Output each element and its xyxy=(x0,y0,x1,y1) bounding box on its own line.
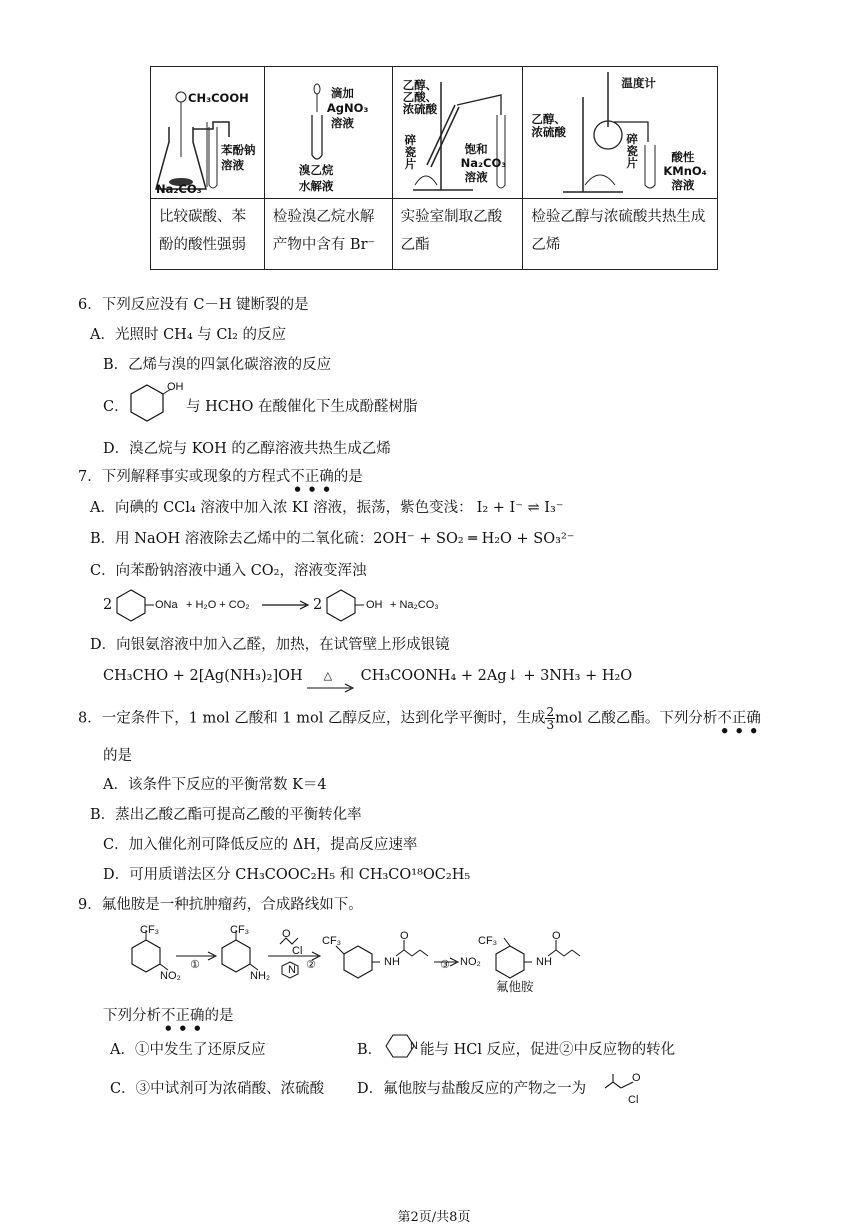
q9-option-c: C．③中试剂可为浓硝酸、浓硫酸 xyxy=(110,1081,325,1097)
q9-sub-stem xyxy=(103,1004,234,1032)
q6-stem: 6．下列反应没有 C－H 键断裂的是 xyxy=(78,297,309,313)
fraction-denominator: 3 xyxy=(546,718,555,732)
scheme-nh-4: NH xyxy=(536,956,552,968)
q9-sub-b: 的是 xyxy=(204,1008,234,1024)
q8-option-a: A．该条件下反应的平衡常数 K＝4 xyxy=(103,777,327,793)
q9-option-a: A．①中发生了还原反应 xyxy=(110,1042,266,1058)
scheme-o-3: O xyxy=(400,930,409,942)
reaction-arrow-icon xyxy=(307,684,355,692)
q6-option-c-prefix: C． xyxy=(103,399,129,415)
q7-option-b: B．用 NaOH 溶液除去乙烯中的二氧化硫：2OH⁻ + SO₂ ═ H₂O + SO₃²⁻ xyxy=(90,531,575,547)
reagent-line: 浓硫酸 xyxy=(402,102,438,116)
q7-a-equation: I₂ + I⁻ ⇌ I₃⁻ xyxy=(476,500,564,516)
label-phenolate: 苯酚钠 xyxy=(221,143,256,157)
label-na2co3: Na₂CO₃ xyxy=(460,156,507,170)
q9-sub-emphasis: 不正确 xyxy=(161,1008,205,1024)
q9-stem: 9．氟他胺是一种抗肿瘤药，合成路线如下。 xyxy=(78,897,363,913)
fraction xyxy=(545,706,555,731)
apparatus-ester xyxy=(392,67,523,199)
scheme-reagent-cl: Cl xyxy=(292,945,303,957)
chips-char: 片 xyxy=(626,156,638,170)
q7-c-oh: OH xyxy=(366,599,383,611)
q8-stem-a: 8．一定条件下，1 mol 乙酸和 1 mol 乙醇反应，达到化学平衡时，生成 xyxy=(78,710,546,727)
scheme-step3: ③ xyxy=(440,959,450,971)
q6-option-a: A．光照时 CH₄ 与 Cl₂ 的反应 xyxy=(90,327,287,343)
reagent-line: 乙酸、 xyxy=(402,90,438,104)
label-sodium-carbonate: Na₂CO₃ xyxy=(156,182,202,196)
chips-char: 瓷 xyxy=(626,144,638,158)
scheme-cf3-4: CF₃ xyxy=(478,935,498,947)
pyridine-n-label: N xyxy=(410,1040,418,1052)
q8-option-d: D．可用质谱法区分 CH₃COOC₂H₅ 和 CH₃CO¹⁸OC₂H₅ xyxy=(103,867,471,883)
purpose-bromide: 检验溴乙烷水解产物中含有 Br⁻ xyxy=(264,199,392,270)
experiment-table xyxy=(150,66,718,270)
scheme-nh2: NH₂ xyxy=(250,970,271,982)
q7-a-text: A．向碘的 CCl₄ 溶液中加入浓 KI 溶液，振荡，紫色变浅： xyxy=(90,500,473,516)
label-reagents xyxy=(403,79,438,115)
phenolate-ring-icon xyxy=(114,588,154,622)
reaction-arrow-icon xyxy=(262,600,312,610)
reagent-line: 浓硫酸 xyxy=(531,125,566,139)
q7-d-left: CH₃CHO + 2[Ag(NH₃)₂]OH xyxy=(103,668,303,684)
label-agno3: AgNO₃ xyxy=(326,101,369,115)
heat-symbol: △ xyxy=(323,669,333,682)
q8-option-b: B．蒸出乙酸乙酯可提高乙酸的平衡转化率 xyxy=(90,807,362,823)
scheme-cf3-2: CF₃ xyxy=(230,924,250,936)
q9-sub-a: 下列分析 xyxy=(103,1008,161,1024)
label-chips xyxy=(626,133,638,169)
phenol-ring-icon xyxy=(324,588,364,622)
label-bromoethane: 溴乙烷 xyxy=(298,163,334,177)
q9-option-d: D．氟他胺与盐酸反应的产物之一为 xyxy=(357,1081,587,1097)
q8-stem-c: 的是 xyxy=(103,748,132,764)
chips-char: 碎 xyxy=(404,133,417,147)
q7-c-ona: ONa xyxy=(155,599,178,611)
purpose-ethylene: 检验乙醇与浓硫酸共热生成乙烯 xyxy=(523,199,718,270)
apparatus-ethylene xyxy=(523,67,718,199)
label-add: 滴加 xyxy=(330,86,354,100)
q7-c-coef-a: 2 xyxy=(103,597,113,613)
scheme-pyridine-n: N xyxy=(288,964,296,976)
label-kmno4: KMnO₄ xyxy=(663,164,707,178)
phenol-oh-label: OH xyxy=(167,381,184,393)
q7-c-coef-b: 2 xyxy=(313,597,323,613)
scheme-step2: ② xyxy=(306,959,316,971)
label-solution: 溶液 xyxy=(671,178,695,192)
label-reagents xyxy=(531,113,566,139)
scheme-step1: ① xyxy=(190,959,200,971)
apparatus-acidity xyxy=(151,67,265,199)
label-solution: 溶液 xyxy=(221,158,244,172)
scheme-reagent-o: O xyxy=(282,928,291,940)
scheme-cf3-3: CF₃ xyxy=(322,935,342,947)
acyl-o-label: O xyxy=(632,1072,641,1084)
reagent-line: 乙醇、 xyxy=(531,112,566,126)
chips-char: 瓷 xyxy=(404,145,417,159)
label-acetic-acid: CH₃COOH xyxy=(188,91,249,105)
q6-option-b: B．乙烯与溴的四氯化碳溶液的反应 xyxy=(103,357,332,373)
label-solution: 溶液 xyxy=(330,116,354,130)
q7-stem-a: 7．下列解释事实或现象的方程式 xyxy=(78,469,291,485)
label-hydrolysate: 水解液 xyxy=(298,179,334,193)
q7-d-equation xyxy=(103,668,632,684)
q7-c-mid: + H₂O + CO₂ xyxy=(186,599,250,611)
product-name-flutamide: 氟他胺 xyxy=(496,979,534,994)
q6-option-d: D．溴乙烷与 KOH 的乙醇溶液共热生成乙烯 xyxy=(103,441,391,457)
q7-option-a xyxy=(90,496,563,517)
page-footer: 第2页/共8页 xyxy=(397,1210,471,1225)
scheme-nh-3: NH xyxy=(384,956,400,968)
q7-d-right: CH₃COONH₄ + 2Ag↓ + 3NH₃ + H₂O xyxy=(360,668,633,684)
q7-option-d: D．向银氨溶液中加入乙醛，加热，在试管壁上形成银镜 xyxy=(90,637,450,653)
q7-c-end: + Na₂CO₃ xyxy=(390,599,439,611)
q8-option-c: C．加入催化剂可降低反应的 ΔH，提高反应速率 xyxy=(103,837,418,853)
fraction-numerator: 2 xyxy=(546,705,555,719)
purpose-acidity: 比较碳酸、苯酚的酸性强弱 xyxy=(151,199,265,270)
purpose-ester: 实验室制取乙酸乙酯 xyxy=(392,199,523,270)
label-acidic: 酸性 xyxy=(671,150,695,164)
label-chips xyxy=(405,134,417,170)
scheme-no2-4: NO₂ xyxy=(460,956,481,968)
acidity-apparatus-drawing xyxy=(151,67,264,198)
reagent-line: 乙醇、 xyxy=(402,78,438,92)
label-solution: 溶液 xyxy=(464,170,488,184)
q8-stem xyxy=(78,706,761,735)
label-thermometer: 温度计 xyxy=(621,76,656,90)
chips-char: 片 xyxy=(404,157,417,171)
q7-stem xyxy=(78,465,363,493)
q7-stem-b: 的是 xyxy=(333,469,363,485)
q9-option-b-prefix: B． xyxy=(357,1042,383,1058)
q9-option-b-text: 能与 HCl 反应，促进②中反应物的转化 xyxy=(420,1042,676,1058)
scheme-cf3-1: CF₃ xyxy=(140,924,160,936)
apparatus-bromide xyxy=(264,67,392,199)
label-saturated: 饱和 xyxy=(464,142,488,156)
scheme-o-4: O xyxy=(552,930,561,942)
q8-stem-b: mol 乙酸乙酯。下列分析 xyxy=(555,710,718,727)
scheme-no2: NO₂ xyxy=(160,970,181,982)
chips-char: 碎 xyxy=(626,132,638,146)
q8-stem-emphasis: 不正确 xyxy=(717,710,761,727)
q6-option-c-text: 与 HCHO 在酸催化下生成酚醛树脂 xyxy=(186,399,418,415)
acyl-cl-label: Cl xyxy=(628,1094,639,1106)
q7-stem-emphasis: 不正确 xyxy=(290,469,334,485)
q7-option-c: C．向苯酚钠溶液中通入 CO₂，溶液变浑浊 xyxy=(90,563,367,579)
